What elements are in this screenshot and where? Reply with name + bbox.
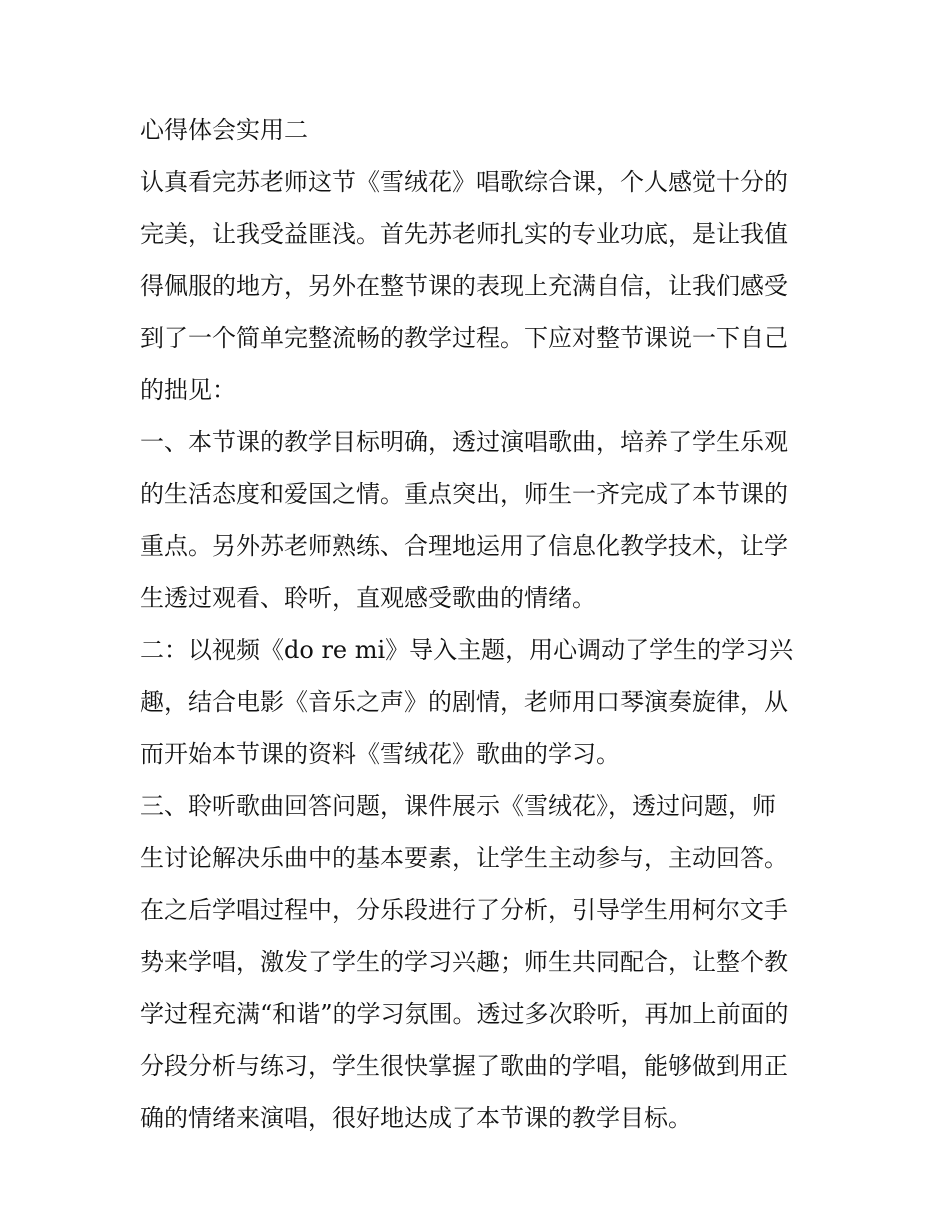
- document-title: 心得体会实用二: [140, 116, 308, 144]
- text-line: 生讨论解决乐曲中的基本要素，让学生主动参与，主动回答。: [140, 844, 788, 872]
- text-line: 认真看完苏老师这节《雪绒花》唱歌综合课，个人感觉十分的: [140, 168, 788, 196]
- text-line: 确的情绪来演唱，很好地达成了本节课的教学目标。: [140, 1104, 692, 1132]
- text-line: 生透过观看、聆听，直观感受歌曲的情绪。: [140, 584, 596, 612]
- text-line: 趣，结合电影《音乐之声》的剧情，老师用口琴演奏旋律，从: [140, 688, 788, 716]
- text-line: 势来学唱，激发了学生的学习兴趣；师生共同配合，让整个教: [140, 948, 788, 976]
- text-line: 学过程充满“和谐”的学习氛围。透过多次聆听，再加上前面的: [140, 1000, 789, 1028]
- text-line: 的拙见：: [140, 376, 236, 404]
- text-line: 二：以视频《do re mi》导入主题，用心调动了学生的学习兴: [140, 636, 794, 664]
- text-line: 在之后学唱过程中，分乐段进行了分析，引导学生用柯尔文手: [140, 896, 788, 924]
- text-line: 得佩服的地方，另外在整节课的表现上充满自信，让我们感受: [140, 272, 788, 300]
- text-line: 一、本节课的教学目标明确，透过演唱歌曲，培养了学生乐观: [140, 428, 788, 456]
- text-line: 重点。另外苏老师熟练、合理地运用了信息化教学技术，让学: [140, 532, 788, 560]
- text-line: 分段分析与练习，学生很快掌握了歌曲的学唱，能够做到用正: [140, 1052, 788, 1080]
- text-line: 而开始本节课的资料《雪绒花》歌曲的学习。: [140, 740, 620, 768]
- text-line: 到了一个简单完整流畅的教学过程。下应对整节课说一下自己: [140, 324, 788, 352]
- document-body: [140, 104, 820, 1144]
- text-line: 完美，让我受益匪浅。首先苏老师扎实的专业功底，是让我值: [140, 220, 788, 248]
- text-line: 的生活态度和爱国之情。重点突出，师生一齐完成了本节课的: [140, 480, 788, 508]
- text-line: 三、聆听歌曲回答问题，课件展示《雪绒花》，透过问题，师: [140, 792, 776, 820]
